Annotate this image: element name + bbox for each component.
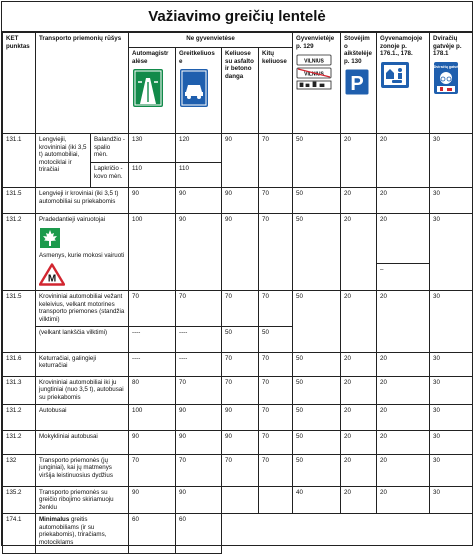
ket-cell: 131.2: [3, 430, 36, 454]
motorway-sign-icon: [132, 68, 164, 108]
ket-cell: 131.5: [3, 188, 36, 214]
ket-cell: 131.1: [3, 134, 36, 188]
speed-parking: 20: [341, 188, 377, 214]
speed-motorway: 70: [129, 454, 176, 486]
bike-street-sign-icon: [433, 61, 459, 95]
speed-residential: 20: [377, 291, 430, 352]
speed-motorway: 110: [129, 163, 176, 188]
parking-sign-letter: P: [350, 73, 364, 96]
speed-parking: 20: [341, 404, 377, 430]
speed-bike: 30: [430, 486, 473, 514]
header-asphalt-roads: Keliuose su asfalto ir betono danga: [222, 48, 259, 134]
transport-desc: Transporto priemonės su greičio ribojimo skiriamuoju ženklu: [36, 486, 129, 514]
speed-bike: 30: [430, 214, 473, 291]
empty-cell: [341, 514, 377, 554]
transport-desc: Transporto priemonės (jų junginiai), kai jų matmenys viršija leistinuosius dydžius: [36, 454, 129, 486]
town-sign-icon: [296, 53, 338, 91]
speed-bike: 30: [430, 134, 473, 188]
speed-expressway: 90: [176, 188, 222, 214]
speed-expressway: 60: [176, 514, 222, 554]
speed-asphalt: 70: [222, 454, 259, 486]
header-bike-street: Dviračių gatvėje p. 178.1 Dviračių gatvė: [430, 33, 473, 134]
speed-expressway: ----: [176, 326, 222, 352]
speed-table: [2, 32, 473, 554]
speed-motorway: ----: [129, 326, 176, 352]
header-outside-settlements: Ne gyvenvietėse: [129, 33, 293, 48]
speed-motorway: 70: [129, 291, 176, 326]
transport-desc: Keturračiai, galingieji keturračiai: [36, 352, 129, 376]
speed-expressway: 90: [176, 430, 222, 454]
expressway-sign-icon: [179, 68, 209, 108]
speed-residential: 20: [377, 430, 430, 454]
learner-driver-sign-icon: [39, 263, 65, 286]
speed-other: [259, 486, 293, 514]
ket-cell: 131.2: [3, 214, 36, 291]
speed-asphalt: [222, 486, 259, 514]
speed-asphalt: 90: [222, 214, 259, 291]
speed-parking: 20: [341, 454, 377, 486]
speed-residential: 20: [377, 352, 430, 376]
empty-cell: [259, 514, 293, 554]
speed-other: 70: [259, 430, 293, 454]
speed-parking: 20: [341, 486, 377, 514]
header-other-roads: Kitų keliuose: [259, 48, 293, 134]
speed-other: 70: [259, 188, 293, 214]
speed-settlement: 50: [293, 430, 341, 454]
speed-residential: 20: [377, 486, 430, 514]
header-expressway: Greitkeliuose: [176, 48, 222, 134]
speed-settlement: 50: [293, 352, 341, 376]
speed-asphalt: 70: [222, 352, 259, 376]
speed-settlement: 50: [293, 291, 341, 352]
speed-expressway: 120: [176, 134, 222, 163]
transport-desc: Pradedantieji vairuotojai Asmenys, kurie mokosi vairuoti M: [36, 214, 129, 291]
speed-residential: 20: [377, 454, 430, 486]
transport-desc: Lengvieji ir kroviniai (iki 3,5 t) automobiliai su priekabomis: [36, 188, 129, 214]
transport-desc: Mokykliniai autobusai: [36, 430, 129, 454]
speed-residential: 20: [377, 188, 430, 214]
speed-other: 70: [259, 454, 293, 486]
residential-zone-sign-icon: [380, 61, 410, 89]
town-sign-text-2: VILNIUS: [304, 71, 324, 78]
ket-cell: 131.3: [3, 376, 36, 404]
speed-expressway: 90: [176, 214, 222, 291]
speed-parking: 20: [341, 352, 377, 376]
page-title: Važiavimo greičių lentelė: [2, 2, 472, 32]
ket-cell: 174.1: [3, 514, 36, 554]
speed-bike: 30: [430, 188, 473, 214]
empty-cell: [222, 514, 259, 554]
transport-desc: Krovininiai automobiliai vežant keleivius, velkant motorines transporto priemones (standžia vilktimi): [36, 291, 129, 326]
empty-cell: [430, 514, 473, 554]
speed-settlement: 50: [293, 188, 341, 214]
speed-parking: 20: [341, 430, 377, 454]
speed-bike: 30: [430, 291, 473, 352]
speed-residential: 20: [377, 404, 430, 430]
transport-desc: (velkant lankščia vilktimi): [36, 326, 129, 352]
empty-cell: [377, 514, 430, 554]
period-cell: Balandžio - spalio mėn.: [91, 134, 129, 163]
speed-motorway: 90: [129, 430, 176, 454]
speed-table-document: [1, 1, 473, 546]
bike-street-sign-label: Dviračių gatvė: [433, 64, 459, 69]
speed-settlement: 50: [293, 454, 341, 486]
speed-other: 70: [259, 376, 293, 404]
learner-label: Asmenys, kurie mokosi vairuoti: [39, 252, 125, 260]
transport-desc: Minimalus greitis automobiliams (ir su priekabomis), triračiams, motociklams: [36, 514, 129, 554]
speed-asphalt: 70: [222, 376, 259, 404]
speed-parking: 20: [341, 291, 377, 352]
speed-bike: 30: [430, 430, 473, 454]
speed-other: 70: [259, 291, 293, 326]
speed-expressway: 70: [176, 376, 222, 404]
speed-motorway: ----: [129, 352, 176, 376]
speed-motorway: 80: [129, 376, 176, 404]
ket-cell: 131.6: [3, 352, 36, 376]
speed-settlement: 50: [293, 376, 341, 404]
speed-expressway: 90: [176, 486, 222, 514]
header-ket: KET punktas: [3, 33, 36, 134]
ket-cell: 135.2: [3, 486, 36, 514]
speed-motorway: 130: [129, 134, 176, 163]
speed-parking: 20: [341, 214, 377, 291]
speed-settlement: 50: [293, 214, 341, 291]
speed-expressway: 70: [176, 291, 222, 326]
speed-other: 70: [259, 134, 293, 188]
header-motorway: Automagistr alėse: [129, 48, 176, 134]
speed-motorway: 100: [129, 404, 176, 430]
speed-parking: 20: [341, 376, 377, 404]
speed-settlement: 50: [293, 404, 341, 430]
header-residential: Gyvenamojoje zonoje p. 176.1., 178.: [377, 33, 430, 134]
parking-sign-icon: [344, 68, 370, 96]
speed-asphalt: 90: [222, 188, 259, 214]
speed-other: 50: [259, 326, 293, 352]
speed-motorway: 100: [129, 214, 176, 291]
header-transport: Transporto priemonių rūšys: [36, 33, 129, 134]
speed-other: 70: [259, 214, 293, 291]
speed-motorway: 90: [129, 188, 176, 214]
transport-desc: Autobusai: [36, 404, 129, 430]
speed-asphalt: 90: [222, 134, 259, 188]
empty-cell: [293, 514, 341, 554]
speed-residential: 20: [377, 134, 430, 188]
speed-motorway: 60: [129, 514, 176, 554]
town-sign-text-1: VILNIUS: [304, 58, 324, 65]
speed-expressway: 110: [176, 163, 222, 188]
speed-motorway: 90: [129, 486, 176, 514]
speed-expressway: 70: [176, 454, 222, 486]
learner-sign-letter: M: [47, 273, 57, 285]
speed-bike: 30: [430, 352, 473, 376]
header-settlement: Gyvenvietėje p. 129 VILNIUS VILNIUS: [293, 33, 341, 134]
speed-residential: 20: [377, 376, 430, 404]
ket-cell: 132: [3, 454, 36, 486]
speed-other: 70: [259, 404, 293, 430]
speed-settlement: 50: [293, 134, 341, 188]
ket-cell: 131.2: [3, 404, 36, 430]
speed-asphalt: 90: [222, 430, 259, 454]
speed-asphalt: 90: [222, 404, 259, 430]
speed-residential: –: [377, 263, 430, 290]
ket-cell: 131.5: [3, 291, 36, 352]
speed-settlement: 40: [293, 486, 341, 514]
speed-other: 70: [259, 352, 293, 376]
header-parking: Stovėjimo aikštelėje p. 130 P: [341, 33, 377, 134]
speed-bike: 30: [430, 404, 473, 430]
speed-residential: 20: [377, 214, 430, 264]
speed-bike: 30: [430, 454, 473, 486]
speed-expressway: 90: [176, 404, 222, 430]
transport-desc: Lengviejii, krovininiai (iki 3,5 t) automobiliai, motociklai ir triračiai: [36, 134, 91, 188]
speed-asphalt: 70: [222, 291, 259, 326]
speed-expressway: ----: [176, 352, 222, 376]
maple-leaf-sign-icon: [39, 227, 61, 249]
period-cell: Lapkričio - kovo mėn.: [91, 163, 129, 188]
transport-desc: Krovininiai automobiliai iki ju jungtiniai (nuo 3,5 t), autobusai su priekabomis: [36, 376, 129, 404]
speed-bike: 30: [430, 376, 473, 404]
speed-asphalt: 50: [222, 326, 259, 352]
speed-parking: 20: [341, 134, 377, 188]
